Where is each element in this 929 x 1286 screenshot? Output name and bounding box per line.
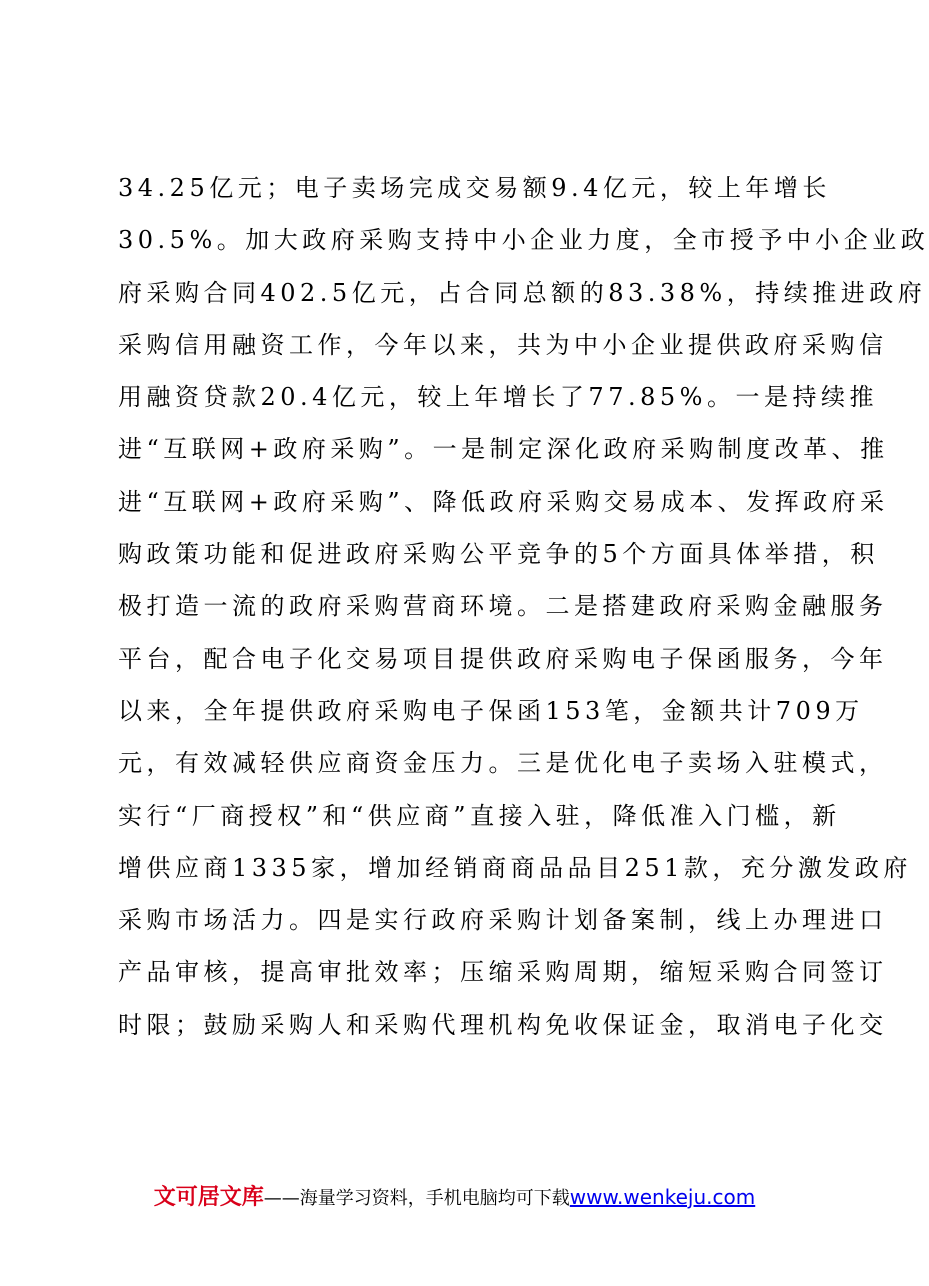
text-line-2: 30.5%。加大政府采购支持中小企业力度，全市授予中小企业政 <box>118 226 929 255</box>
footer-site-link[interactable]: www.wenkeju.com <box>569 1185 756 1209</box>
text-line-12: 元，有效减轻供应商资金压力。三是优化电子卖场入驻模式， <box>118 749 888 778</box>
text-line-3: 府采购合同402.5亿元，占合同总额的83.38%，持续推进政府 <box>118 278 927 307</box>
text-line-9: 极打造一流的政府采购营商环境。二是搭建政府采购金融服务 <box>118 592 888 621</box>
text-line-16: 产品审核，提高审批效率；压缩采购周期，缩短采购合同签订 <box>118 958 888 987</box>
body-text <box>118 162 929 1051</box>
text-line-1: 34.25亿元；电子卖场完成交易额9.4亿元，较上年增长 <box>118 174 831 202</box>
text-line-5: 用融资贷款20.4亿元，较上年增长了77.85%。一是持续推 <box>118 383 878 412</box>
text-line-8: 购政策功能和促进政府采购公平竞争的5个方面具体举措，积 <box>118 540 879 569</box>
text-line-17: 时限；鼓励采购人和采购代理机构免收保证金，取消电子化交 <box>118 1010 888 1039</box>
text-line-13: 实行“厂商授权”和“供应商”直接入驻，降低准入门槛，新 <box>118 801 841 830</box>
text-line-11: 以来，全年提供政府采购电子保函153笔，金额共计709万 <box>118 696 864 725</box>
footer-tagline: ——海量学习资料，手机电脑均可下载 <box>263 1188 570 1209</box>
text-line-15: 采购市场活力。四是实行政府采购计划备案制，线上办理进口 <box>118 906 888 935</box>
text-line-7: 进“互联网+政府采购”、降低政府采购交易成本、发挥政府采 <box>118 487 889 516</box>
footer-brand: 文可居文库 <box>153 1185 264 1210</box>
footer <box>0 1180 909 1211</box>
text-line-14: 增供应商1335家，增加经销商商品品目251款，充分激发政府 <box>118 853 912 882</box>
text-line-6: 进“互联网+政府采购”。一是制定深化政府采购制度改革、推 <box>118 435 889 464</box>
text-line-10: 平台，配合电子化交易项目提供政府采购电子保函服务，今年 <box>118 644 888 673</box>
text-line-4: 采购信用融资工作，今年以来，共为中小企业提供政府采购信 <box>118 330 888 359</box>
